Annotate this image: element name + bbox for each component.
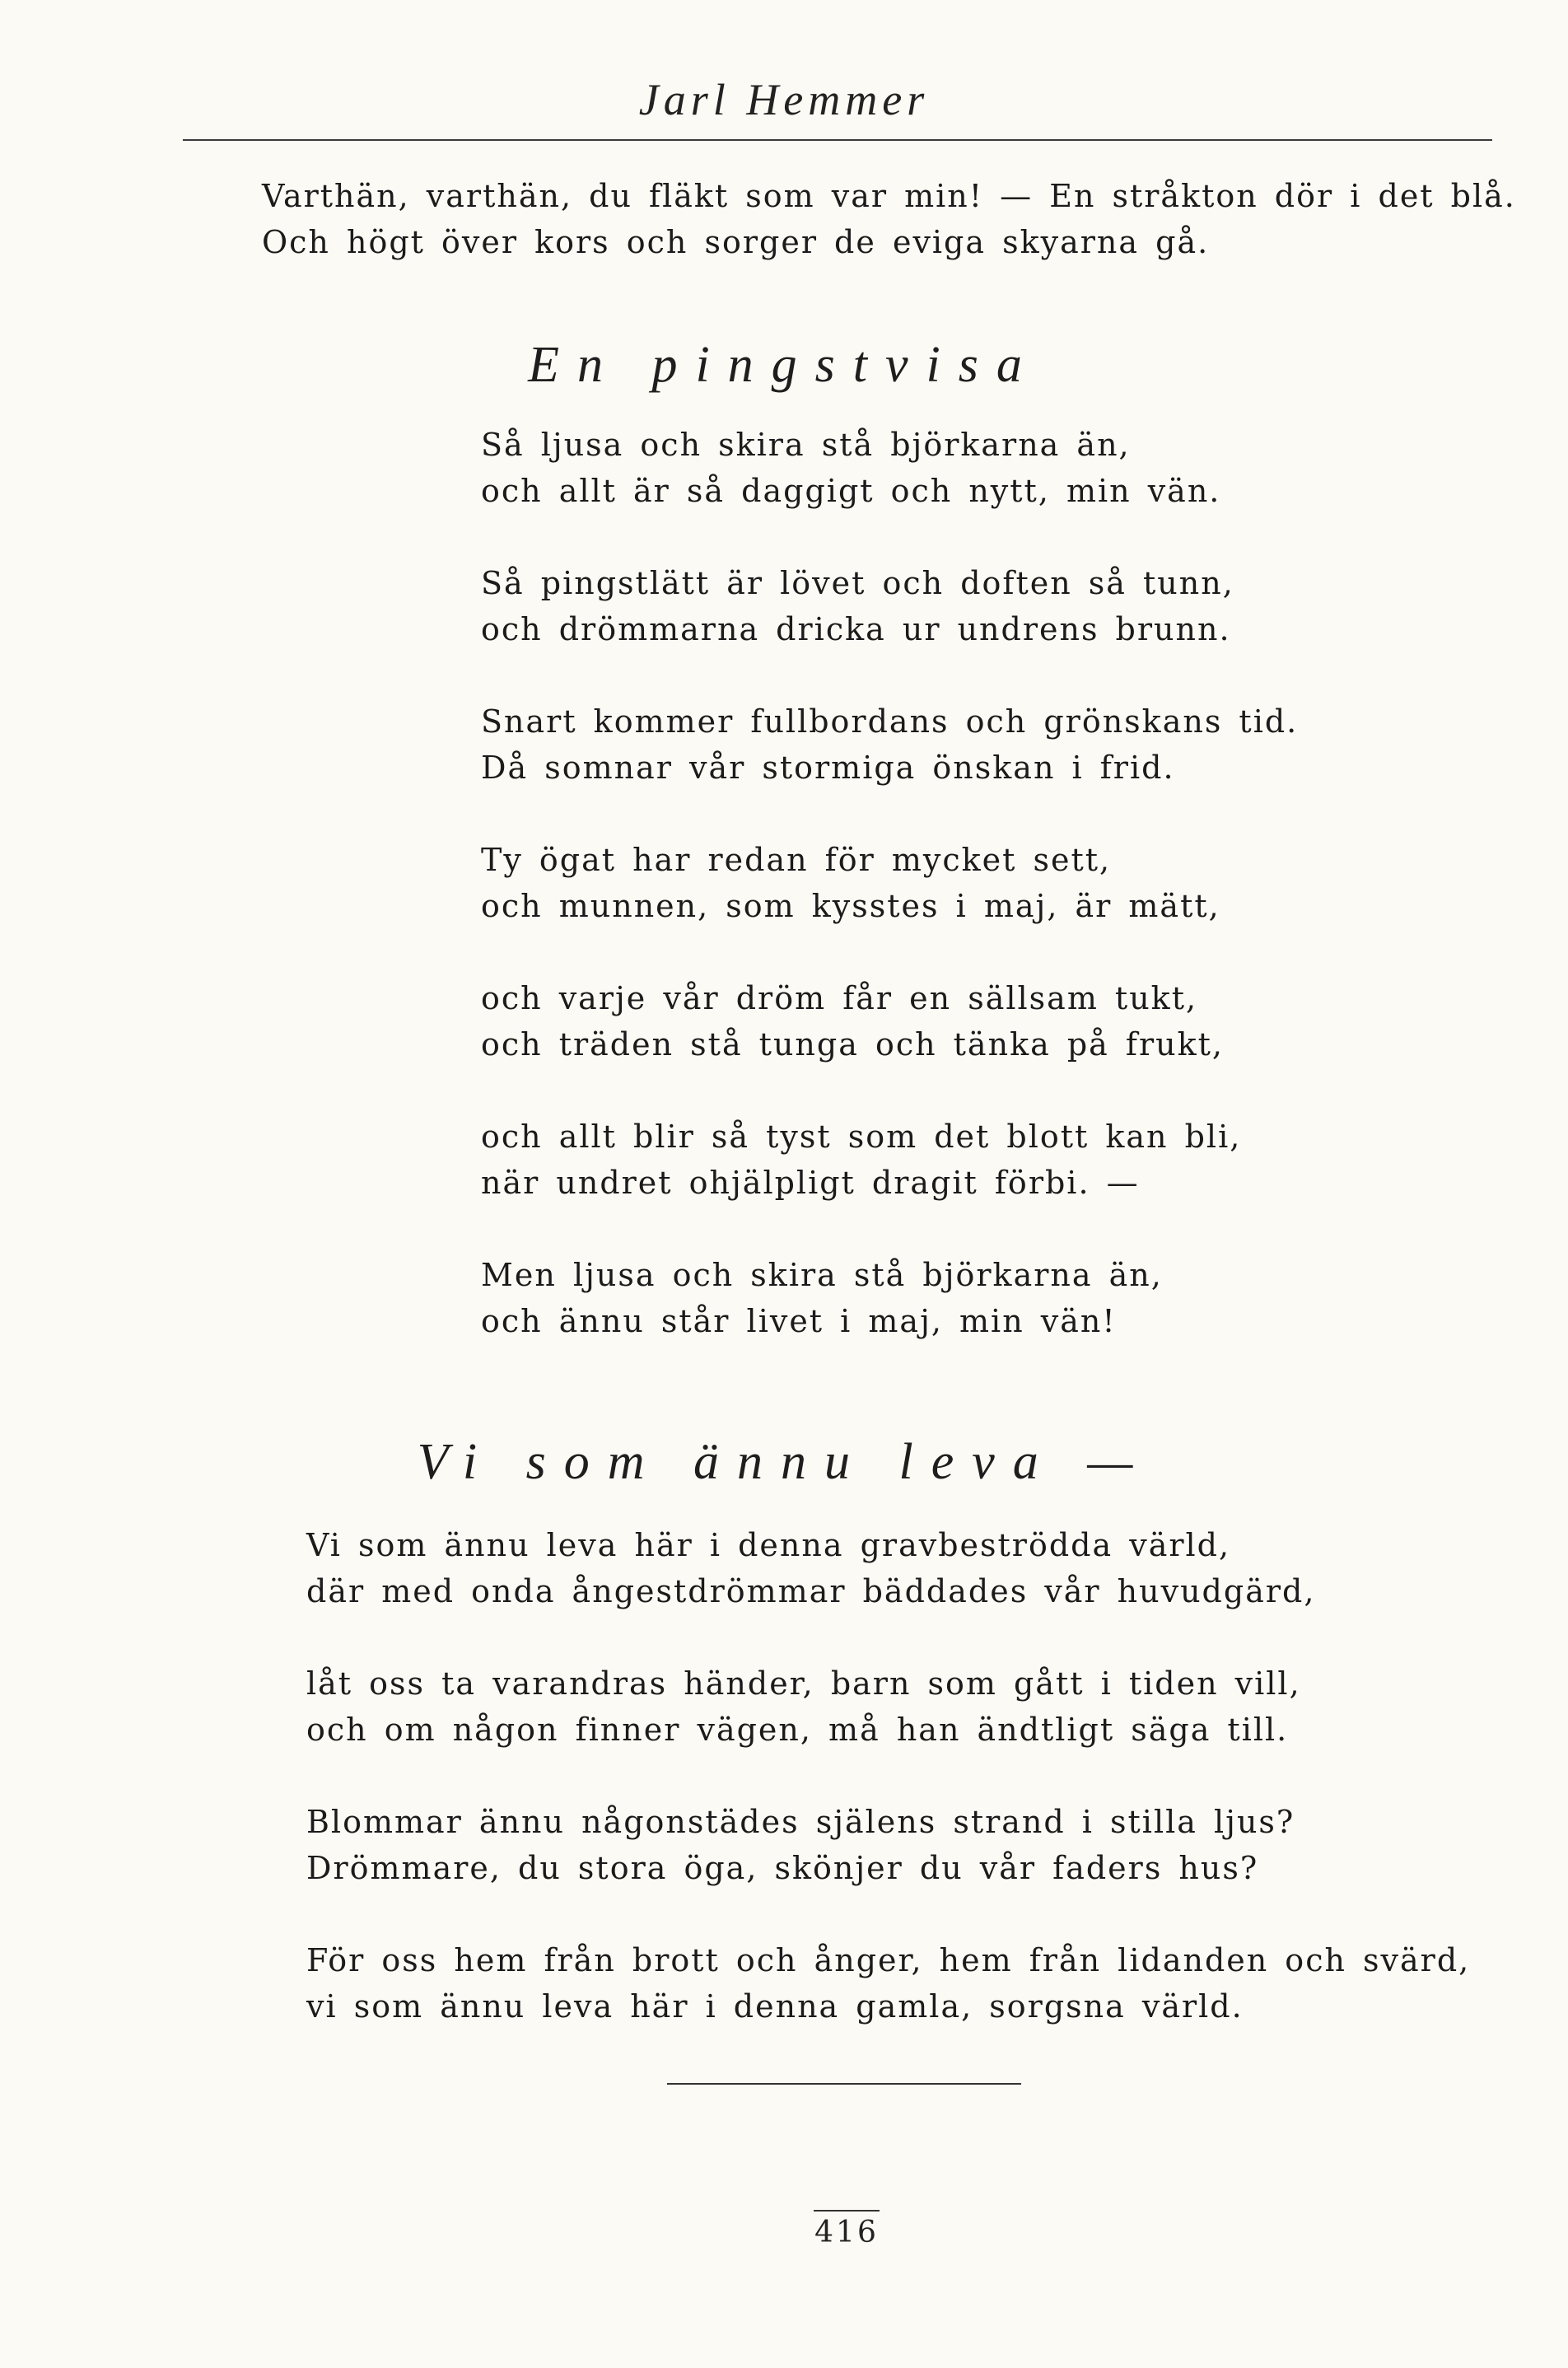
poem-line: Och högt över kors och sorger de eviga skyarna gå. xyxy=(262,224,1210,260)
previous-poem-ending xyxy=(262,173,1516,265)
stanza xyxy=(481,560,1298,652)
stanza xyxy=(481,975,1298,1067)
stanza xyxy=(481,837,1298,929)
stanza xyxy=(481,422,1298,514)
poem-line: och munnen, som kysstes i maj, är mätt, xyxy=(481,888,1220,924)
poem-line: Snart kommer fullbordans och grönskans tid. xyxy=(481,703,1299,740)
poem-line: Vi som ännu leva här i denna gravbeströdda värld, xyxy=(306,1527,1231,1563)
stanza xyxy=(481,698,1298,791)
poem-line: där med onda ångestdrömmar bäddades vår huvudgärd, xyxy=(306,1573,1316,1609)
end-of-poem-rule xyxy=(667,2083,1021,2085)
poem-line: och ännu står livet i maj, min vän! xyxy=(481,1303,1117,1339)
poem-line: och träden stå tunga och tänka på frukt, xyxy=(481,1026,1224,1063)
poem-line: och allt är så daggigt och nytt, min vän. xyxy=(481,473,1221,509)
poem-line: Blommar ännu någonstädes själens strand i stilla ljus? xyxy=(306,1804,1295,1840)
poem-body-en-pingstvisa xyxy=(481,422,1298,1390)
poem-line: Då somnar vår stormiga önskan i frid. xyxy=(481,750,1175,786)
poem-title-en-pingstvisa: En pingstvisa xyxy=(528,337,1040,393)
running-head-author: Jarl Hemmer xyxy=(638,75,930,124)
poem-body-vi-som-annu-leva xyxy=(306,1522,1470,2076)
stanza xyxy=(306,1799,1470,1891)
poem-line: Ty ögat har redan för mycket sett, xyxy=(481,842,1112,878)
poem-line: Drömmare, du stora öga, skönjer du vår faders hus? xyxy=(306,1850,1259,1886)
poem-line: när undret ohjälpligt dragit förbi. — xyxy=(481,1165,1140,1201)
poem-line: Så pingstlätt är lövet och doften så tunn, xyxy=(481,565,1234,601)
stanza xyxy=(306,1660,1470,1753)
header-rule xyxy=(183,139,1492,141)
poem-line: och om någon finner vägen, må han ändtligt säga till. xyxy=(306,1712,1289,1748)
page-number: 416 xyxy=(814,2216,879,2249)
poem-line: låt oss ta varandras händer, barn som gått i tiden vill, xyxy=(306,1665,1301,1702)
stanza xyxy=(306,1522,1470,1614)
stanza xyxy=(306,1937,1470,2029)
poem-line: Men ljusa och skira stå björkarna än, xyxy=(481,1257,1163,1293)
poem-title-vi-som-annu-leva: Vi som ännu leva — xyxy=(417,1434,1151,1490)
page-number-rule xyxy=(814,2210,880,2212)
stanza xyxy=(481,1252,1298,1344)
stanza xyxy=(481,1114,1298,1206)
poem-line: och varje vår dröm får en sällsam tukt, xyxy=(481,980,1198,1016)
poem-line: vi som ännu leva här i denna gamla, sorgsna värld. xyxy=(306,1988,1244,2025)
poem-line: och allt blir så tyst som det blott kan bli, xyxy=(481,1119,1242,1155)
poem-line: Varthän, varthän, du fläkt som var min! — En stråkton dör i det blå. xyxy=(262,178,1516,214)
poem-line: och drömmarna dricka ur undrens brunn. xyxy=(481,611,1231,647)
poem-line: Så ljusa och skira stå björkarna än, xyxy=(481,427,1131,463)
poem-line: För oss hem från brott och ånger, hem från lidanden och svärd, xyxy=(306,1942,1471,1978)
